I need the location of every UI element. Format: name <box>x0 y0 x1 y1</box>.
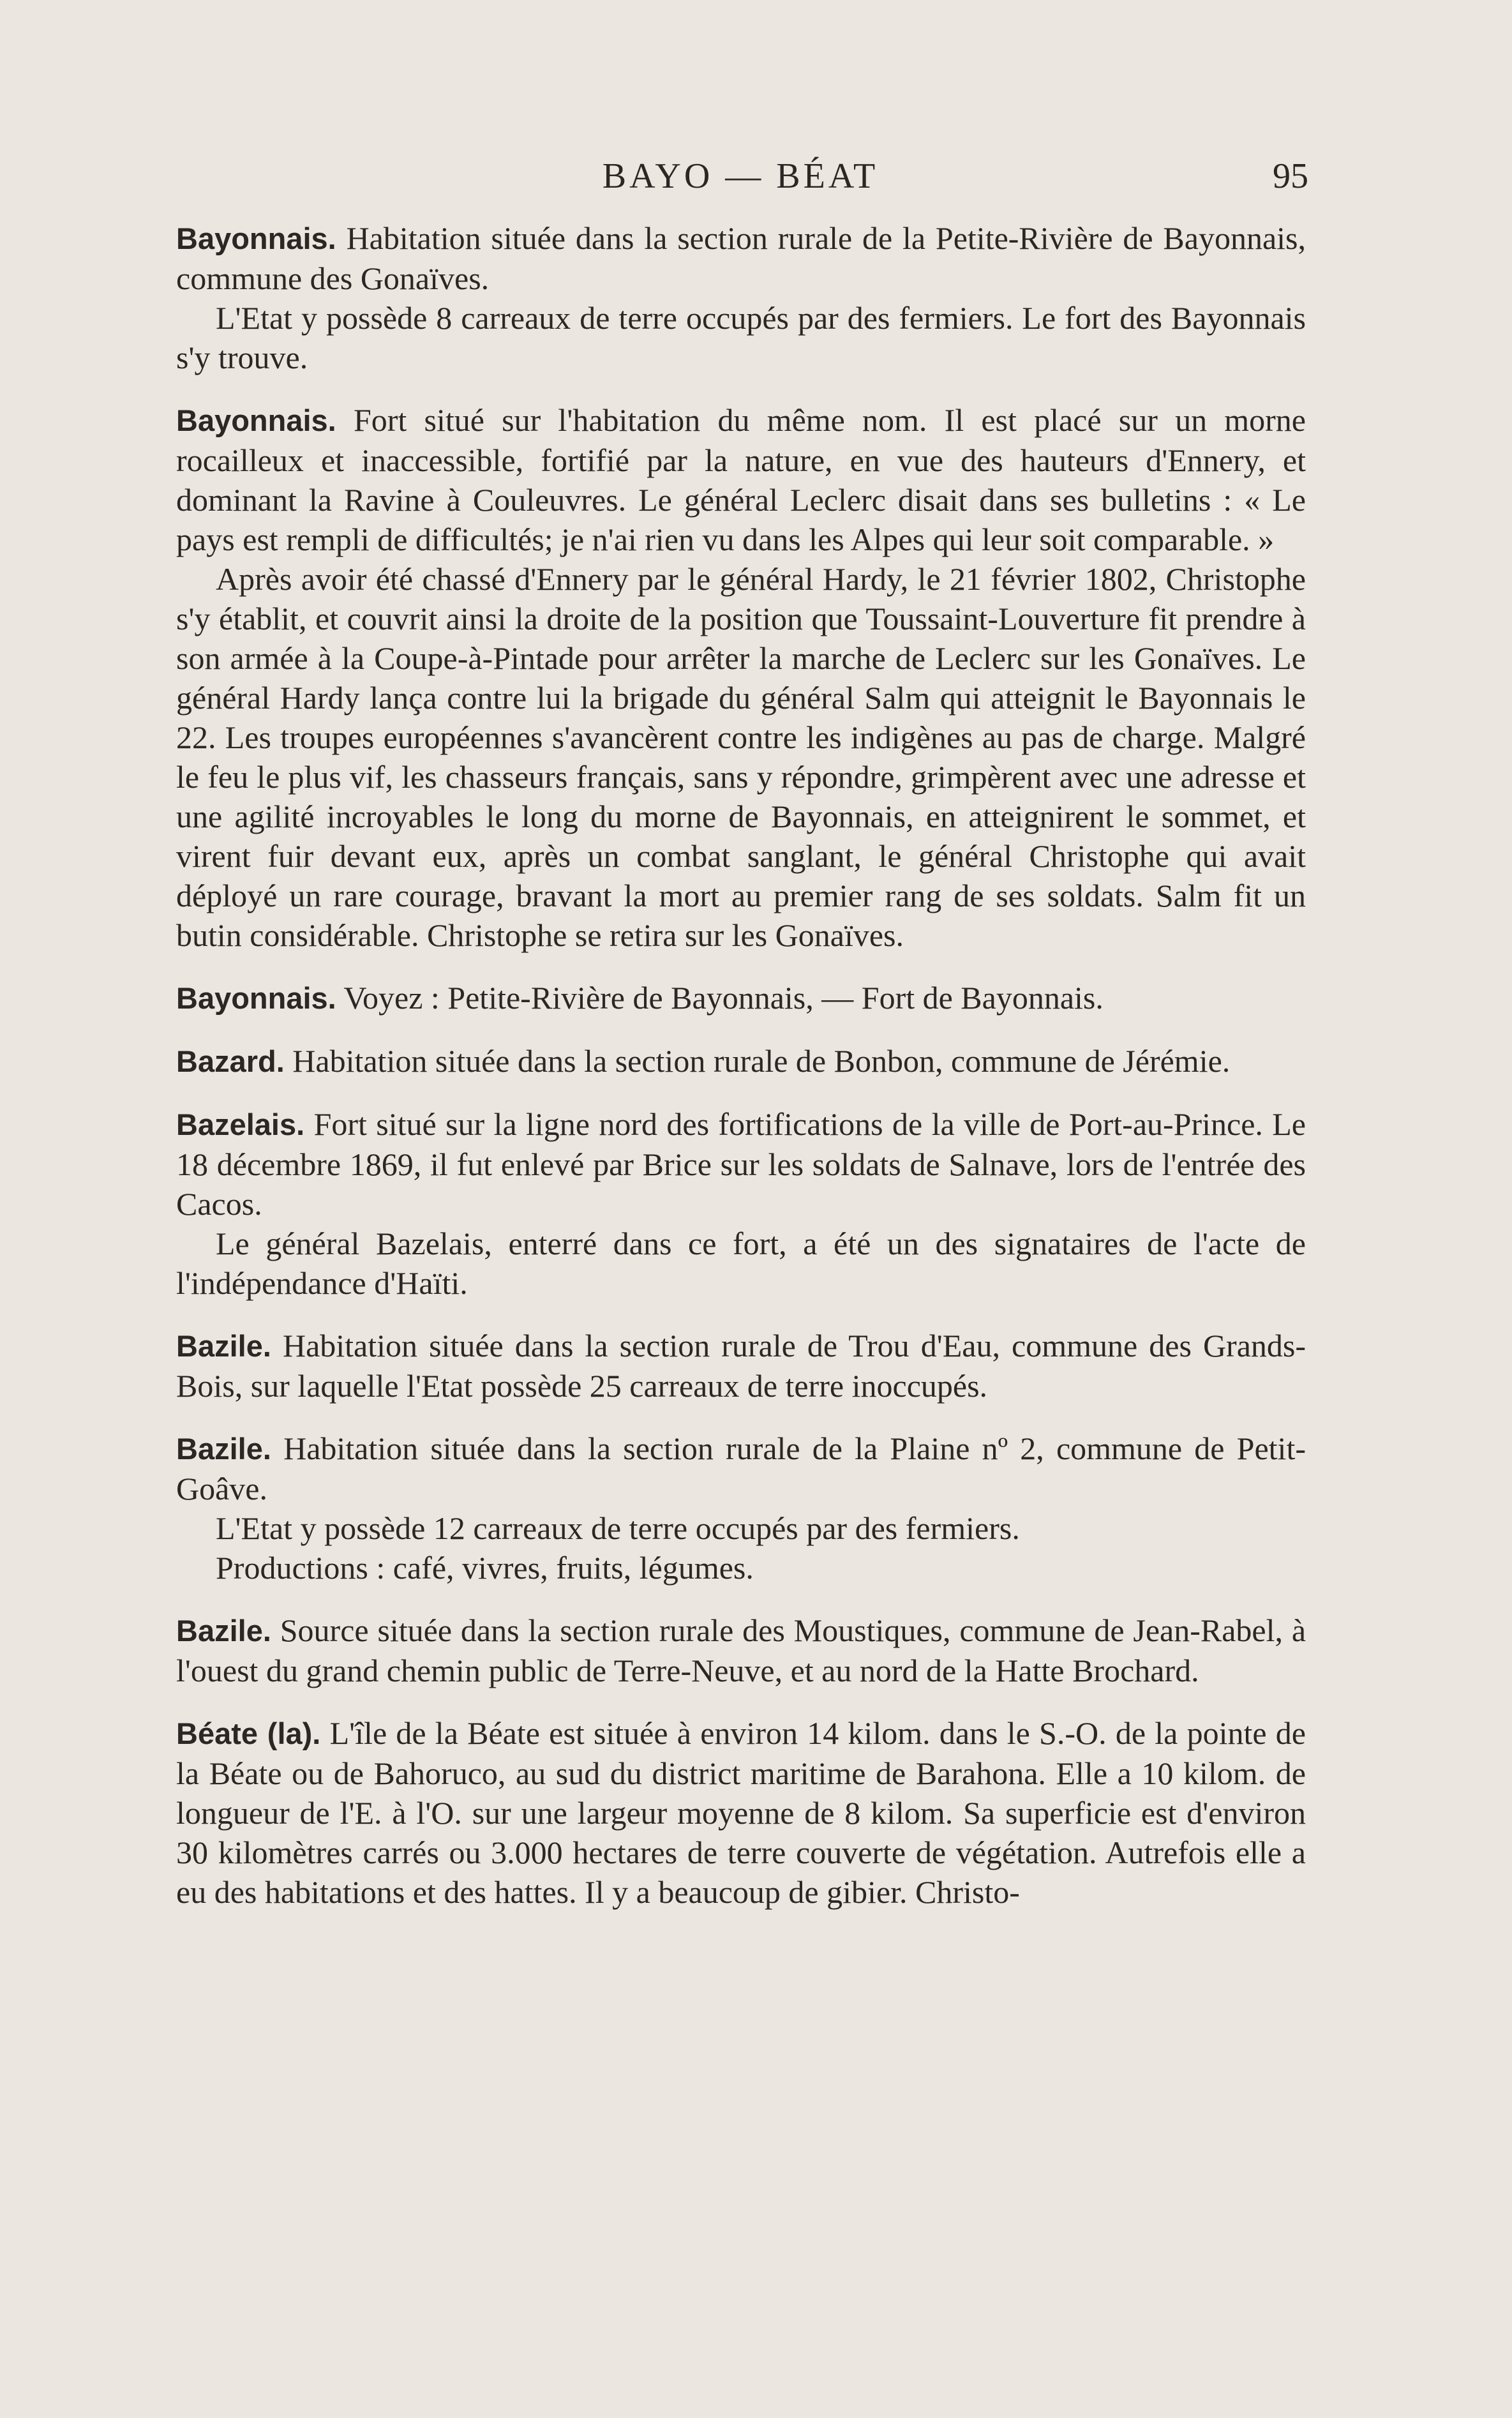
page-header <box>172 156 1308 207</box>
entry-headword: Bazile. <box>176 1329 271 1363</box>
entry-paragraph: Après avoir été chassé d'Ennery par le général Hardy, le 21 février 1802, Christophe s'y établit, et couvrit ainsi la droite de la position que Toussaint-Louverture fit prendre à son armée à la Coupe-à-Pintade pour arrêter la marche de Leclerc sur les Gonaïves. Le général Hardy lança contre lui la brigade du général Salm qui atteignit le Bayonnais le 22. Les troupes européennes s'avancèrent contre les indigènes au pas de charge. Malgré le feu le plus vif, les chasseurs français, sans y répondre, grimpèrent avec une adresse et une agilité incroyables le long du morne de Bayonnais, en atteignirent le sommet, et virent fuir devant eux, après un combat sanglant, le général Christophe qui avait déployé un rare courage, bravant la mort au premier rang de ses soldats. Salm fit un butin considérable. Christophe se retira sur les Gonaïves. <box>176 561 1306 953</box>
entry-beate <box>176 1713 1306 1912</box>
entry-text: L'île de la Béate est située à environ 14 kilom. dans le S.-O. de la pointe de la Béate ou de Bahoruco, au sud du district maritime de Barahona. Elle a 10 kilom. de longueur de l'E. à l'O. sur une largeur moyenne de 8 kilom. Sa superficie est d'environ 30 kilomètres carrés ou 3.000 hectares de terre couverte de végétation. Autrefois elle a eu des habitations et des hattes. Il y a beaucoup de gibier. Christo- <box>176 1715 1306 1910</box>
entry-text: Voyez : Petite-Rivière de Bayonnais, — Fort de Bayonnais. <box>343 980 1104 1016</box>
entry-bazard <box>176 1041 1306 1081</box>
entry-bayonnais-voyez <box>176 978 1306 1018</box>
entry-bayonnais-habitation <box>176 218 1306 377</box>
entry-headword: Bayonnais. <box>176 222 336 255</box>
entry-bazile-petit-goave <box>176 1429 1306 1588</box>
entry-paragraph: L'Etat y possède 12 carreaux de terre occupés par des fermiers. <box>216 1510 1020 1546</box>
entry-text: Habitation située dans la section rurale de la Petite-Rivière de Bayonnais, commune des Gonaïves. <box>176 220 1306 296</box>
entry-headword: Bazelais. <box>176 1108 305 1141</box>
entry-headword: Bazile. <box>176 1614 271 1648</box>
entry-headword: Bayonnais. <box>176 403 336 437</box>
entry-text: Fort situé sur l'habitation du même nom. Il est placé sur un morne rocailleux et inaccessible, fortifié par la nature, en vue des hauteurs d'Ennery, et dominant la Ravine à Couleuvres. Le général Leclerc disait dans ses bulletins : « Le pays est rempli de difficultés; je n'ai rien vu dans les Alpes qui leur soit comparable. » <box>176 402 1306 557</box>
running-title: BAYO — BÉAT <box>602 156 879 196</box>
entry-bazelais <box>176 1104 1306 1303</box>
entry-text: Source située dans la section rurale des Moustiques, commune de Jean-Rabel, à l'ouest du grand chemin public de Terre-Neuve, et au nord de la Hatte Brochard. <box>176 1612 1306 1688</box>
dictionary-entries <box>176 218 1306 1935</box>
entry-text: Habitation située dans la section rurale de Bonbon, commune de Jérémie. <box>292 1043 1231 1079</box>
entry-bayonnais-fort <box>176 400 1306 955</box>
entry-paragraph: L'Etat y possède 8 carreaux de terre occupés par des fermiers. Le fort des Bayonnais s'y trouve. <box>176 300 1306 375</box>
entry-text: Habitation située dans la section rurale de Trou d'Eau, commune des Grands-Bois, sur laquelle l'Etat possède 25 carreaux de terre inoccupés. <box>176 1328 1306 1404</box>
entry-text: Habitation située dans la section rurale de la Plaine nº 2, commune de Petit-Goâve. <box>176 1431 1306 1506</box>
entry-paragraph: Le général Bazelais, enterré dans ce fort, a été un des signataires de l'acte de l'indépendance d'Haïti. <box>176 1226 1306 1301</box>
entry-text: Fort situé sur la ligne nord des fortifications de la ville de Port-au-Prince. Le 18 décembre 1869, il fut enlevé par Brice sur les soldats de Salnave, lors de l'entrée des Cacos. <box>176 1106 1306 1222</box>
entry-bazile-trou-d-eau <box>176 1326 1306 1406</box>
page-number: 95 <box>1273 156 1308 196</box>
entry-headword: Béate (la). <box>176 1716 321 1750</box>
entry-bazile-source <box>176 1611 1306 1690</box>
entry-headword: Bayonnais. <box>176 981 336 1015</box>
entry-headword: Bazard. <box>176 1044 285 1078</box>
entry-paragraph: Productions : café, vivres, fruits, légumes. <box>216 1550 754 1586</box>
entry-headword: Bazile. <box>176 1432 271 1466</box>
